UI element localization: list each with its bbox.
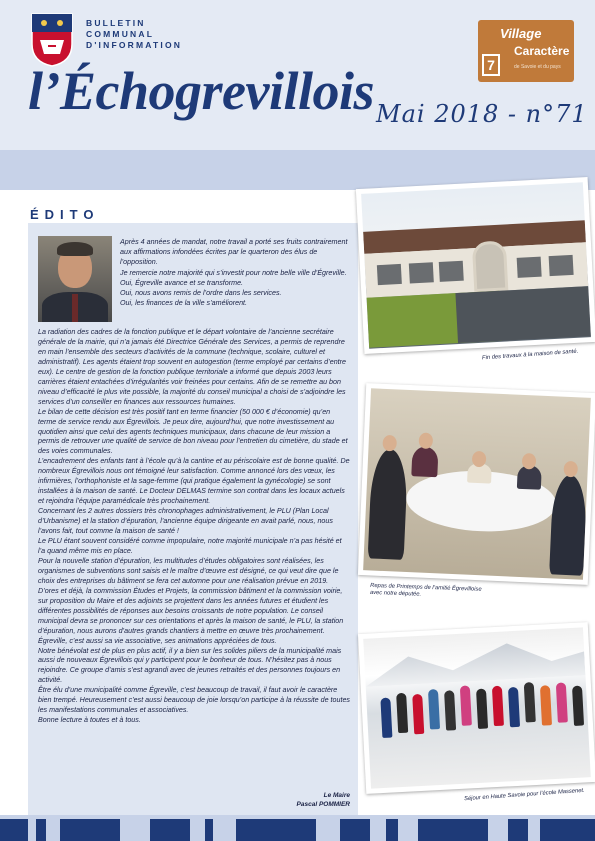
- bulletin-label: [86, 18, 216, 51]
- child: [476, 689, 488, 729]
- badge-line-village: Village: [500, 26, 542, 41]
- body-paragraph: L’encadrement des enfants tant à l’école qu’à la cantine et au périscolaire est de bonne qualité. De nombreux Égrevillois nous ont témoigné leur satisfaction. Comme annoncé lors des vœux, les infirmières, l’orthophoniste et la sage-femme (qui pratique également la gynécologie) se sont installées à la maison de santé. Le Docteur DELMAS termine son contrat dans les locaux actuels et rejoindra l’équipe paramédicale très prochainement.: [38, 457, 350, 506]
- child: [444, 690, 456, 730]
- intro-paragraph: Je remercie notre majorité qui s’investit pour notre belle ville d’Égreville.: [120, 268, 347, 277]
- body-paragraph: Le PLU étant souvent considéré comme impopulaire, notre majorité municipale n’a pas hésité et l’a quand même mis en place.: [38, 537, 342, 555]
- guest-head: [418, 432, 433, 449]
- footer-block: [150, 819, 190, 841]
- village-caractere-badge-icon: [478, 20, 574, 82]
- building-window: [549, 255, 574, 276]
- body-paragraph: Égreville, c’est aussi sa vie associative, ses animations appréciées de tous.: [38, 636, 277, 645]
- intro-paragraph: Oui, Égreville avance et se transforme.: [120, 278, 244, 287]
- footer-block: [386, 819, 398, 841]
- building-window: [439, 261, 464, 282]
- body-paragraph: Bonne lecture à toutes et à tous.: [38, 716, 141, 725]
- building-door: [472, 240, 509, 292]
- bulletin-line: BULLETIN: [86, 18, 146, 28]
- child: [460, 685, 472, 725]
- guest-head: [563, 461, 578, 478]
- masthead: [0, 0, 595, 180]
- photo-ski-trip: [358, 622, 595, 794]
- building-window: [517, 257, 542, 278]
- publication-title: l’Échogrevillois: [28, 61, 374, 121]
- footer-block: [205, 819, 213, 841]
- body-paragraph: D’ores et déjà, la commission Études et Projets, la commission bâtiment et la commission voirie, sur proposition du Maire et des adjoints se projettent dans les années futures et étudient les différentes possibilités de réponses aux besoins croissants de notre population. Le conseil municipal devra se prononcer sur ces orientations et après la maison de santé, le PLU, la station d’épuration, nous aurons d’autres grands chantiers à mettre en œuvre très prochainement.: [38, 586, 344, 635]
- edito-body: [38, 328, 350, 726]
- footer-band: [0, 815, 595, 841]
- badge-line-small: de Savoie et du pays: [514, 64, 561, 70]
- intro-paragraph: Oui, nous avons remis de l’ordre dans les services.: [120, 289, 282, 298]
- signature-role: Le Maire: [323, 792, 350, 799]
- signature-name: Pascal POMMIER: [296, 801, 350, 808]
- footer-block: [60, 819, 120, 841]
- mayor-portrait: [38, 236, 112, 322]
- signature: [200, 791, 350, 809]
- photo-health-center: [356, 177, 595, 354]
- child: [572, 685, 584, 725]
- child: [380, 698, 392, 738]
- child: [524, 682, 536, 722]
- footer-block: [418, 819, 488, 841]
- mountains: [364, 635, 586, 686]
- bulletin-line: COMMUNAL: [86, 29, 155, 39]
- footer-block: [540, 819, 595, 841]
- child: [428, 689, 440, 729]
- portrait-hair: [57, 242, 93, 256]
- guest: [411, 446, 438, 477]
- body-paragraph: Notre bénévolat est de plus en plus actif, il y a bien sur les solides piliers de la municipalité mais aussi de nouveaux Égrevillois qui y participent pour le bonheur de tous. N’hésitez pas à nous rejoindre. Ce groupe d’amis s’est agrandi avec de jeunes retraités et des personnes toujours en activité.: [38, 646, 342, 685]
- bulletin-line: D'INFORMATION: [86, 40, 183, 50]
- edito-heading: ÉDITO: [30, 207, 100, 222]
- guest: [549, 474, 587, 575]
- child: [412, 694, 424, 734]
- child: [492, 686, 504, 726]
- portrait-tie: [72, 294, 78, 322]
- building-window: [409, 262, 434, 283]
- body-paragraph: La radiation des cadres de la fonction publique et le départ volontaire de l’ancienne secrétaire générale de la mairie, qui n’a jamais été Directrice Générale des Services, a permis de reprendre en main l’ensemble des secteurs d’activités de la commune (technique, scolaire, culturel et administratif). Les agents étaient trop souvent en autogestion (terme employé par certains d’entre eux). Le centre de gestion de la fonction publique territoriale a informé que depuis 2003 leurs carrières étaient entachées d’irrégularités voir freinées pour certains. Afin de se remettre au bon niveau d’efficacité le plus vite possible, la majorité du conseil municipal a choisi de s’adjoindre les services d’un conseiller en finances aux ressources humaines.: [38, 328, 347, 406]
- photo-caption: Séjour en Haute Savoie pour l’école Massenet.: [463, 787, 585, 803]
- badge-number: 7: [482, 54, 500, 76]
- intro-paragraph: Après 4 années de mandat, notre travail a porté ses fruits contrairement aux affirmations infondées écrites par le quarteron des élus de l’opposition.: [120, 238, 348, 267]
- child: [540, 685, 552, 725]
- guest-head: [382, 435, 397, 452]
- footer-block: [236, 819, 316, 841]
- photo-image: [363, 388, 591, 579]
- issue-number: Mai 2018 - n°71: [376, 100, 588, 128]
- body-paragraph: Concernant les 2 autres dossiers très chronophages administrativement, le PLU (Plan Local d’Urbanisme) et la station d’épuration, l’ancienne équipe dirigeante en avait parlé, nous, nous l’avons fait, tout comme la maison de santé !: [38, 507, 333, 536]
- body-paragraph: Pour la nouvelle station d’épuration, les multitudes d’études obligatoires sont réalisées, les organismes de subventions sont saisis et le maître d’œuvre est désigné, ce qui veut dire que le choix des entreprises du bâtiment se fera cet automne pour une réalisation prévue en 2019.: [38, 556, 339, 585]
- photo-caption: Repas de Printemps de l’amitié Égrevilloise avec notre députée.: [369, 582, 482, 598]
- building-window: [377, 264, 402, 285]
- footer-block: [508, 819, 528, 841]
- child: [556, 682, 568, 722]
- badge-line-caractere: Caractère: [514, 44, 570, 58]
- child: [508, 687, 520, 727]
- body-paragraph: Être élu d’une municipalité comme Égreville, c’est beaucoup de travail, il faut avoir le caractère bien trempé. Heureusement c’est aussi beaucoup de joie lorsqu’on participe à la réussite de toutes les manifestations communales et associatives.: [38, 686, 350, 715]
- intro-paragraph: Oui, les finances de la ville s’améliorent.: [120, 299, 248, 308]
- child: [396, 693, 408, 733]
- parking-lot: [455, 286, 591, 343]
- photo-caption: Fin des travaux à la maison de santé.: [481, 348, 579, 362]
- edito-intro: [120, 237, 350, 308]
- footer-block: [36, 819, 46, 841]
- footer-block: [340, 819, 370, 841]
- footer-block: [0, 819, 28, 841]
- body-paragraph: Le bilan de cette décision est très positif tant en terme financier (50 000 € d’économie) qu’en terme de service rendu aux Égrevillois. Je peux dire, aujourd’hui, que notre investissement au quotidien ainsi que celui des agents techniques municipaux, dans chacune de leur mission a permis de retrouver une qualité de service de bon niveau pour l’entretien du cimetière, du stade et des voies communales.: [38, 407, 348, 456]
- photo-image: [361, 182, 591, 348]
- photo-image: [363, 627, 591, 788]
- guest: [368, 448, 409, 559]
- photo-spring-meal: [358, 383, 595, 585]
